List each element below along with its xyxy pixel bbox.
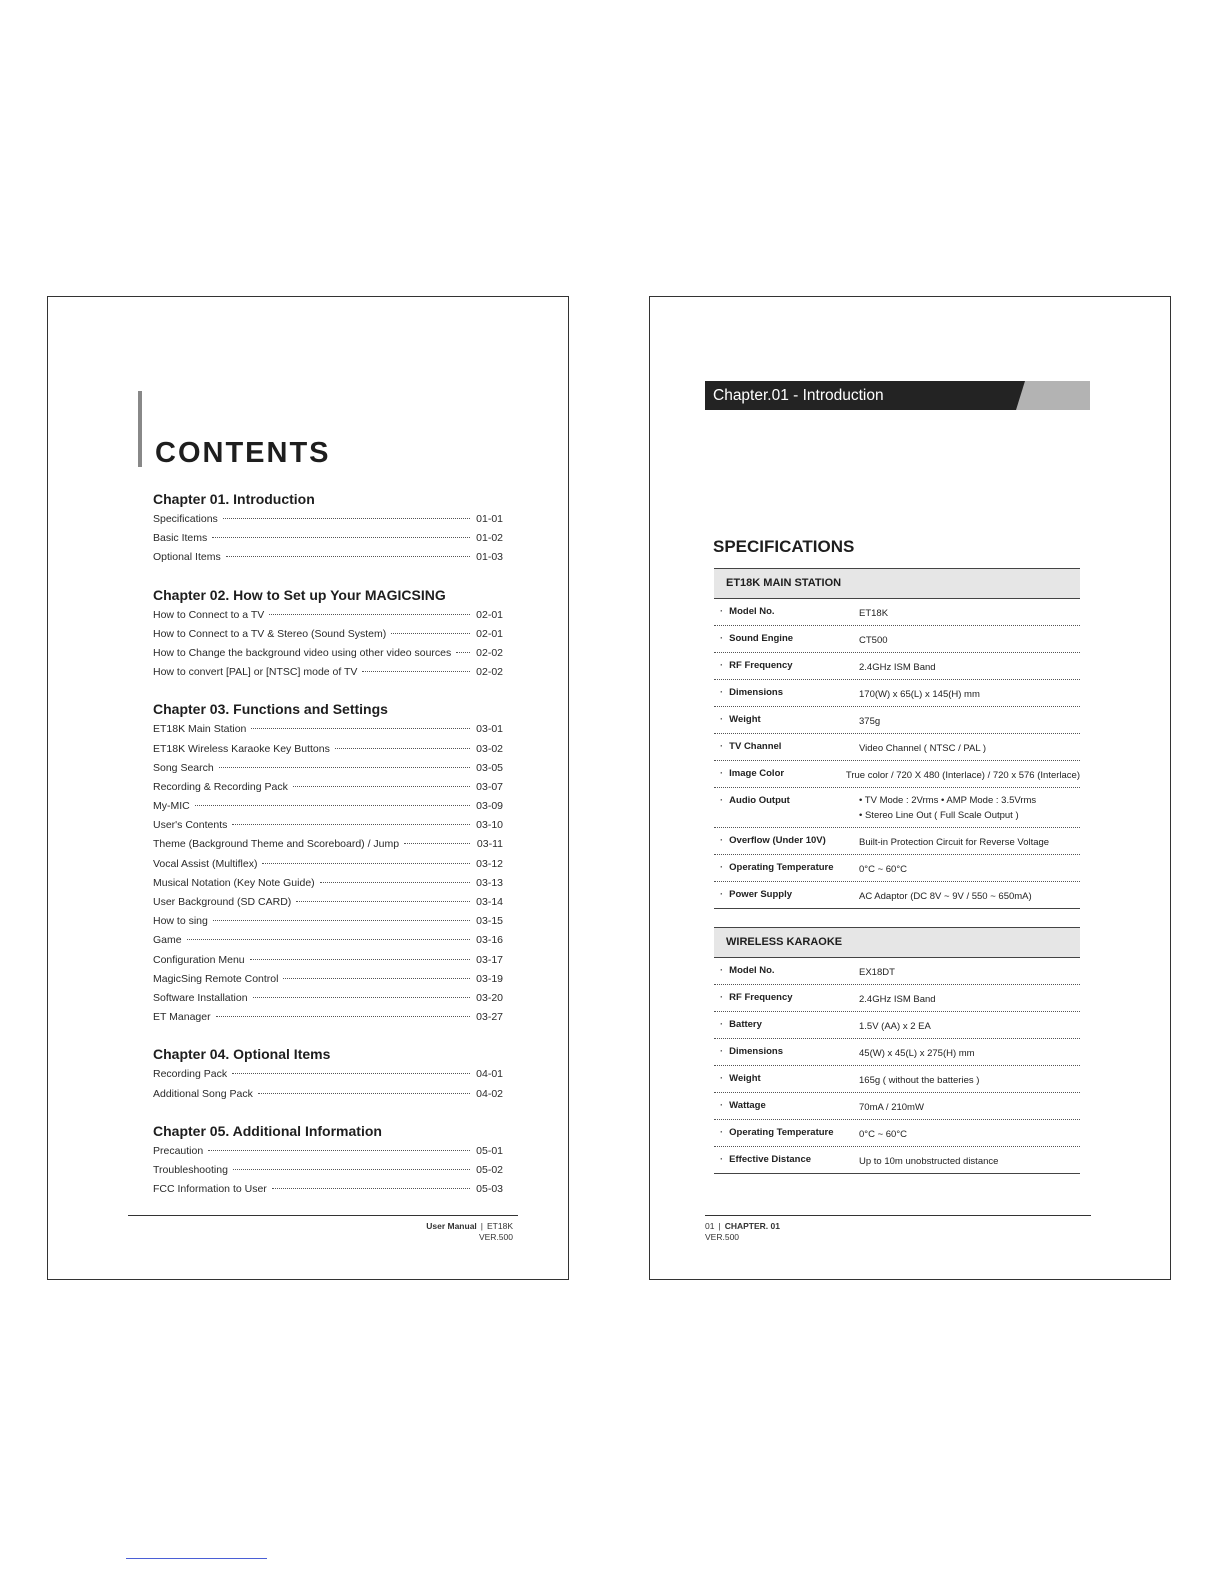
footer-model: ET18K <box>487 1221 513 1231</box>
spec-row-rf-frequency <box>714 985 1080 1012</box>
toc-entry-song-search[interactable] <box>153 759 503 778</box>
spec-row-operating-temperature <box>714 1120 1080 1147</box>
toc-entry-precaution[interactable] <box>153 1142 503 1161</box>
toc-entry-how-to-convert-pal-or-ntsc-mode-of-tv[interactable] <box>153 663 503 682</box>
toc-entry-et18k-main-station[interactable] <box>153 720 503 739</box>
spec-value <box>859 734 1080 760</box>
toc-entry-my-mic[interactable] <box>153 797 503 816</box>
spec-value-line: True color / 720 X 480 (Interlace) / 720 x 576 (Interlace) <box>845 770 1080 781</box>
spec-table-wireless-karaoke <box>714 927 1080 1174</box>
chapter-banner-title: Chapter.01 - Introduction <box>713 387 884 404</box>
toc-entry-page: 03-27 <box>476 1011 503 1024</box>
toc-dot-leader <box>232 824 470 825</box>
toc-chapter <box>153 1044 503 1103</box>
toc-entry-page: 03-20 <box>476 991 503 1004</box>
toc-entry-label: How to convert [PAL] or [NTSC] mode of TV <box>153 666 358 679</box>
spec-label: · RF Frequency <box>714 985 859 1003</box>
spec-value-line: 2.4GHz ISM Band <box>859 662 936 673</box>
spec-value-line: • Stereo Line Out ( Full Scale Output ) <box>859 810 1019 821</box>
toc-entry-label: How to sing <box>153 915 208 928</box>
toc-entry-troubleshooting[interactable] <box>153 1161 503 1180</box>
spec-row-rf-frequency <box>714 653 1080 680</box>
toc-entry-page: 04-01 <box>476 1068 503 1081</box>
toc-chapter-title: Chapter 03. Functions and Settings <box>153 701 388 718</box>
spec-label: · Model No. <box>714 958 859 976</box>
spec-label: · TV Channel <box>714 734 859 752</box>
spec-value <box>859 653 1080 679</box>
toc-entry-label: User's Contents <box>153 819 228 832</box>
spec-label: · Weight <box>714 707 859 725</box>
toc-dot-leader <box>216 1016 470 1017</box>
toc-entry-page: 03-13 <box>476 876 503 889</box>
spec-value-line: 170(W) x 65(L) x 145(H) mm <box>859 689 980 700</box>
chapter-banner <box>705 381 1090 410</box>
toc-entry-label: Musical Notation (Key Note Guide) <box>153 876 315 889</box>
toc-dot-leader <box>250 959 470 960</box>
toc-dot-leader <box>456 652 470 653</box>
toc-entry-page: 03-01 <box>476 723 503 736</box>
spec-table-main-station <box>714 568 1080 909</box>
spec-value <box>859 985 1080 1011</box>
toc-entry-label: My-MIC <box>153 800 190 813</box>
toc-chapter-title: Chapter 01. Introduction <box>153 491 315 507</box>
toc-entry-page: 03-15 <box>476 915 503 928</box>
toc-entry-page: 02-01 <box>476 608 503 621</box>
spec-label: · Power Supply <box>714 882 859 900</box>
toc-entry-recording-recording-pack[interactable] <box>153 778 503 797</box>
contents-title: CONTENTS <box>155 437 331 469</box>
toc-entry-recording-pack[interactable] <box>153 1065 503 1084</box>
spec-label: · Dimensions <box>714 1039 859 1057</box>
footer-manual-label: User Manual <box>426 1221 477 1231</box>
toc-entry-label: How to Change the background video using other video sources <box>153 646 452 659</box>
spec-value <box>859 707 1080 733</box>
toc-dot-leader <box>253 997 470 998</box>
spec-row-overflow-under-10v <box>714 828 1080 855</box>
toc-dot-leader <box>320 882 470 883</box>
toc-entry-page: 03-05 <box>476 761 503 774</box>
toc-dot-leader <box>272 1188 470 1189</box>
toc-chapter <box>153 1121 503 1200</box>
spec-value-line: Up to 10m unobstructed distance <box>859 1156 999 1167</box>
toc-dot-leader <box>293 786 470 787</box>
spec-label: · Overflow (Under 10V) <box>714 828 859 846</box>
spec-value-line: AC Adaptor (DC 8V ~ 9V / 550 ~ 650mA) <box>859 891 1032 902</box>
toc-entry-label: Configuration Menu <box>153 953 245 966</box>
toc-entry-page: 01-01 <box>476 513 503 525</box>
toc-entry-musical-notation-key-note-guide[interactable] <box>153 874 503 893</box>
spec-value-line: 0°C ~ 60°C <box>859 864 907 875</box>
toc-dot-leader <box>219 767 470 768</box>
toc-entry-page: 03-02 <box>476 742 503 755</box>
spec-value-line: 165g ( without the batteries ) <box>859 1075 980 1086</box>
spec-row-wattage <box>714 1093 1080 1120</box>
specifications-heading: SPECIFICATIONS <box>713 537 855 556</box>
toc-entry-page: 03-17 <box>476 953 503 966</box>
contents-accent-bar <box>138 391 142 467</box>
spec-row-power-supply <box>714 882 1080 909</box>
toc-dot-leader <box>195 805 470 806</box>
spec-row-model-no <box>714 599 1080 626</box>
spec-table-heading: WIRELESS KARAOKE <box>714 927 1080 958</box>
toc-entry-configuration-menu[interactable] <box>153 951 503 970</box>
toc-entry-page: 03-07 <box>476 780 503 793</box>
toc-dot-leader <box>283 978 470 979</box>
table-of-contents <box>153 489 503 1216</box>
toc-entry-page: 03-11 <box>476 838 503 851</box>
toc-entry-magicsing-remote-control[interactable] <box>153 970 503 989</box>
spec-label: · Effective Distance <box>714 1147 859 1165</box>
spec-label: · Dimensions <box>714 680 859 698</box>
toc-entry-label: Basic Items <box>153 532 208 545</box>
footer-version: VER.500 <box>705 1232 740 1242</box>
toc-entry-how-to-sing[interactable] <box>153 912 503 931</box>
footer-page-number: 01 <box>705 1221 715 1231</box>
toc-entry-label: Song Search <box>153 761 214 774</box>
footer-separator: | <box>718 1221 721 1231</box>
toc-chapter <box>153 699 503 1027</box>
footer-chapter: CHAPTER. 01 <box>724 1221 780 1231</box>
spec-table-heading: ET18K MAIN STATION <box>714 568 1080 599</box>
footer-separator: | <box>480 1221 483 1231</box>
toc-dot-leader <box>391 633 470 634</box>
toc-entry-label: FCC Information to User <box>153 1183 267 1196</box>
spec-value-line: 45(W) x 45(L) x 275(H) mm <box>859 1048 975 1059</box>
toc-dot-leader <box>262 863 470 864</box>
toc-dot-leader <box>232 1073 470 1074</box>
spec-value <box>859 882 1080 908</box>
toc-entry-label: MagicSing Remote Control <box>153 972 279 985</box>
spec-value <box>859 599 1080 625</box>
specifications-page <box>649 296 1171 1280</box>
left-page-footer <box>426 1221 513 1243</box>
toc-entry-theme-background-theme-and-scoreboard-jump[interactable] <box>153 835 503 854</box>
toc-entry-game[interactable] <box>153 931 503 950</box>
spec-label: · Battery <box>714 1012 859 1030</box>
toc-entry-page: 05-03 <box>476 1183 503 1196</box>
spec-value <box>859 1120 1080 1146</box>
spec-label: · Weight <box>714 1066 859 1084</box>
toc-entry-vocal-assist-multiflex[interactable] <box>153 855 503 874</box>
toc-entry-label: ET18K Main Station <box>153 723 247 736</box>
toc-entry-label: Optional Items <box>153 551 221 564</box>
toc-dot-leader <box>213 920 470 921</box>
toc-entry-label: Game <box>153 934 182 947</box>
toc-entry-label: How to Connect to a TV <box>153 608 265 621</box>
spec-label: · Wattage <box>714 1093 859 1111</box>
toc-entry-page: 05-02 <box>476 1163 503 1176</box>
spec-label: · Audio Output <box>714 788 859 806</box>
spec-value-line: 1.5V (AA) x 2 EA <box>859 1021 931 1032</box>
spec-row-audio-output <box>714 788 1080 828</box>
spec-label: · Model No. <box>714 599 859 617</box>
spec-value-line: • TV Mode : 2Vrms • AMP Mode : 3.5Vrms <box>859 795 1037 806</box>
toc-entry-label: Recording Pack <box>153 1068 228 1081</box>
toc-entry-label: Specifications <box>153 513 218 525</box>
spec-label: · RF Frequency <box>714 653 859 671</box>
toc-dot-leader <box>208 1150 470 1151</box>
spec-value <box>859 958 1080 984</box>
toc-dot-leader <box>269 614 470 615</box>
spec-label: · Operating Temperature <box>714 1120 859 1138</box>
spec-value-line: EX18DT <box>859 967 895 978</box>
toc-dot-leader <box>187 939 470 940</box>
spec-row-model-no <box>714 958 1080 985</box>
toc-entry-et18k-wireless-karaoke-key-buttons[interactable] <box>153 740 503 759</box>
toc-entry-page: 02-02 <box>476 646 503 659</box>
spec-value <box>859 1093 1080 1119</box>
toc-entry-basic-items[interactable] <box>153 529 503 548</box>
spec-value-line: CT500 <box>859 635 888 646</box>
toc-dot-leader <box>362 671 470 672</box>
toc-dot-leader <box>212 537 470 538</box>
spec-value <box>859 855 1080 881</box>
toc-entry-page: 03-19 <box>476 972 503 985</box>
spec-value-line: 0°C ~ 60°C <box>859 1129 907 1140</box>
toc-chapter-title: Chapter 04. Optional Items <box>153 1046 331 1063</box>
spec-row-operating-temperature <box>714 855 1080 882</box>
spec-row-battery <box>714 1012 1080 1039</box>
toc-entry-label: ET Manager <box>153 1011 211 1024</box>
toc-entry-label: User Background (SD CARD) <box>153 896 292 908</box>
toc-entry-page: 02-01 <box>476 627 503 640</box>
toc-dot-leader <box>251 728 470 729</box>
spec-value <box>859 788 1080 827</box>
toc-entry-software-installation[interactable] <box>153 989 503 1008</box>
spec-value-line: 375g <box>859 716 881 727</box>
toc-entry-fcc-information-to-user[interactable] <box>153 1180 503 1199</box>
toc-entry-label: Software Installation <box>153 991 248 1004</box>
toc-entry-specifications[interactable] <box>153 510 503 529</box>
spec-value <box>859 1066 1080 1092</box>
toc-entry-label: Vocal Assist (Multiflex) <box>153 857 258 870</box>
spec-value-line: Built-in Protection Circuit for Reverse Voltage <box>859 837 1050 848</box>
spec-value-line: 2.4GHz ISM Band <box>859 994 936 1005</box>
toc-entry-optional-items[interactable] <box>153 548 503 567</box>
spec-row-tv-channel <box>714 734 1080 761</box>
toc-entry-page: 05-01 <box>476 1144 503 1157</box>
toc-entry-label: Troubleshooting <box>153 1163 228 1176</box>
toc-dot-leader <box>226 556 470 557</box>
spec-value <box>859 1147 1080 1173</box>
toc-entry-label: How to Connect to a TV & Stereo (Sound System) <box>153 627 387 640</box>
spec-value-line: 70mA / 210mW <box>859 1102 924 1113</box>
spec-label: · Sound Engine <box>714 626 859 644</box>
toc-entry-how-to-connect-to-a-tv-stereo-sound-system[interactable] <box>153 625 503 644</box>
spec-row-dimensions <box>714 680 1080 707</box>
toc-entry-page: 03-12 <box>476 857 503 870</box>
spec-row-effective-distance <box>714 1147 1080 1174</box>
toc-entry-page: 03-16 <box>476 934 503 947</box>
toc-entry-label: Additional Song Pack <box>153 1087 253 1100</box>
spec-row-dimensions <box>714 1039 1080 1066</box>
footer-divider <box>705 1215 1091 1216</box>
spec-value <box>859 1039 1080 1065</box>
spec-value-line: ET18K <box>859 608 889 619</box>
toc-entry-page: 04-02 <box>476 1087 503 1100</box>
toc-chapter-title: Chapter 05. Additional Information <box>153 1122 382 1139</box>
contents-page <box>47 296 569 1280</box>
toc-dot-leader <box>335 748 470 749</box>
spec-label: · Image Color <box>714 761 846 779</box>
toc-entry-label: ET18K Wireless Karaoke Key Buttons <box>153 742 330 755</box>
toc-entry-page: 03-10 <box>476 819 503 832</box>
toc-dot-leader <box>258 1093 470 1094</box>
spec-value <box>859 1012 1080 1038</box>
bottom-link-underline[interactable] <box>126 1558 267 1559</box>
toc-entry-user-background-sd-card[interactable] <box>153 893 503 912</box>
toc-dot-leader <box>233 1169 470 1170</box>
toc-entry-page: 03-09 <box>476 800 503 813</box>
toc-entry-user-s-contents[interactable] <box>153 816 503 835</box>
footer-version: VER.500 <box>478 1232 513 1242</box>
right-page-footer <box>705 1221 780 1243</box>
toc-entry-label: Theme (Background Theme and Scoreboard) / Jump <box>153 838 400 851</box>
toc-entry-page: 01-02 <box>476 532 503 545</box>
toc-entry-page: 02-02 <box>476 666 503 679</box>
toc-entry-how-to-change-the-background-video-using-other-video-sources[interactable] <box>153 644 503 663</box>
spec-value <box>859 626 1080 652</box>
spec-label: · Operating Temperature <box>714 855 859 873</box>
toc-entry-et-manager[interactable] <box>153 1008 503 1027</box>
toc-chapter <box>153 585 503 683</box>
spec-value <box>859 828 1080 854</box>
footer-divider <box>128 1215 518 1216</box>
toc-entry-page: 01-03 <box>476 551 503 564</box>
toc-dot-leader <box>223 518 470 519</box>
spec-value <box>859 680 1080 706</box>
toc-entry-page: 03-14 <box>476 896 503 908</box>
spec-value-line: Video Channel ( NTSC / PAL ) <box>859 743 987 754</box>
toc-entry-how-to-connect-to-a-tv[interactable] <box>153 606 503 625</box>
toc-entry-additional-song-pack[interactable] <box>153 1085 503 1104</box>
spec-row-weight <box>714 707 1080 734</box>
spec-row-sound-engine <box>714 626 1080 653</box>
toc-entry-label: Precaution <box>153 1144 204 1157</box>
spec-value <box>846 761 1080 787</box>
toc-chapter <box>153 489 503 568</box>
toc-chapter-title: Chapter 02. How to Set up Your MAGICSING <box>153 586 446 603</box>
toc-dot-leader <box>404 843 470 844</box>
toc-entry-label: Recording & Recording Pack <box>153 780 288 793</box>
spec-row-image-color <box>714 761 1080 788</box>
toc-dot-leader <box>296 901 470 902</box>
spec-row-weight <box>714 1066 1080 1093</box>
